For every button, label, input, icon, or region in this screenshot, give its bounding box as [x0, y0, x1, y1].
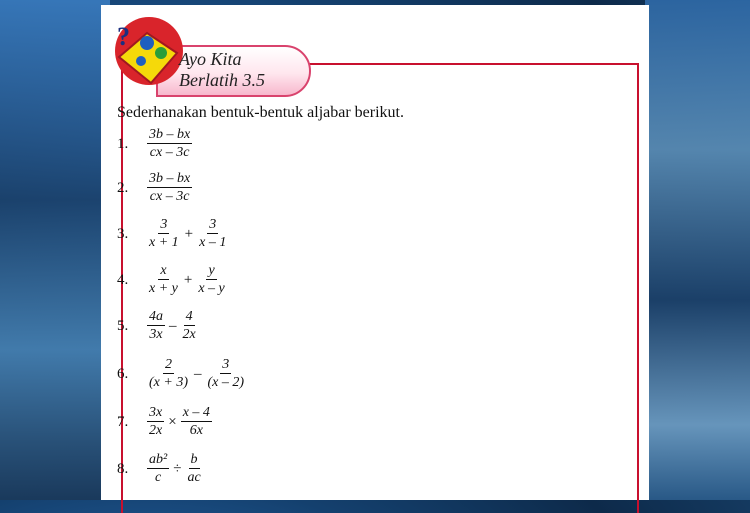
fraction — [147, 451, 169, 487]
fraction — [196, 262, 226, 298]
denominator: c — [154, 470, 162, 485]
numerator: 3 — [209, 217, 217, 232]
exercise-item — [117, 262, 227, 298]
exercise-item — [117, 308, 198, 344]
fraction — [181, 308, 198, 344]
section-title — [179, 49, 265, 91]
fraction — [147, 308, 165, 344]
fraction — [147, 126, 192, 162]
operator: + — [184, 225, 194, 242]
denominator: 2x — [182, 327, 196, 342]
fraction — [206, 356, 247, 392]
numerator: x – 4 — [182, 405, 210, 420]
exercise-item — [117, 451, 203, 487]
background-left — [0, 0, 110, 500]
denominator: (x + 3) — [149, 375, 188, 390]
numerator: 2 — [165, 357, 172, 372]
denominator: (x – 2) — [207, 375, 245, 390]
denominator: 3x — [149, 327, 163, 342]
fraction — [147, 404, 164, 440]
operator: – — [169, 317, 177, 334]
denominator: cx – 3c — [149, 145, 190, 160]
fraction — [197, 216, 228, 252]
fraction — [185, 451, 202, 487]
denominator: x + y — [149, 281, 178, 296]
exercise-item — [117, 216, 228, 252]
fraction — [147, 216, 181, 252]
numerator: 3b – bx — [149, 171, 191, 186]
numerator: 4a — [149, 309, 163, 324]
numerator: 3 — [222, 357, 230, 372]
numerator: ab² — [149, 452, 168, 467]
item-number: 8. — [117, 460, 129, 477]
fraction — [147, 170, 192, 206]
exercise-item — [117, 404, 212, 440]
textbook-page — [101, 5, 649, 500]
instruction-text: Sederhanakan bentuk-bentuk aljabar berikut. — [117, 104, 404, 121]
fraction — [147, 356, 190, 392]
numerator: 3 — [160, 217, 168, 232]
numerator: x — [160, 263, 167, 278]
operator: × — [168, 413, 177, 430]
operator: + — [183, 271, 193, 288]
item-number: 2. — [117, 179, 129, 196]
operator: – — [194, 365, 202, 382]
background-right — [645, 0, 750, 500]
item-number: 4. — [117, 271, 129, 288]
denominator: x – 1 — [199, 235, 227, 250]
exercise-item — [117, 126, 192, 162]
item-number: 3. — [117, 225, 129, 242]
operator: ÷ — [173, 460, 182, 477]
numerator: y — [208, 263, 215, 278]
item-number: 7. — [117, 413, 129, 430]
item-number: 5. — [117, 317, 129, 334]
section-title-line2: Berlatih 3.5 — [179, 70, 265, 90]
exercise-item — [117, 170, 192, 206]
item-number: 6. — [117, 365, 129, 382]
svg-text:?: ? — [117, 22, 130, 51]
denominator: ac — [187, 470, 201, 485]
fraction — [181, 404, 212, 440]
fraction — [147, 262, 180, 298]
denominator: 2x — [149, 423, 163, 438]
exercise-item — [117, 356, 246, 392]
denominator: x – y — [198, 281, 225, 296]
denominator: cx – 3c — [149, 189, 190, 204]
numerator: 3b – bx — [149, 127, 191, 142]
denominator: 6x — [189, 423, 203, 438]
denominator: x + 1 — [149, 235, 179, 250]
section-title-line1: Ayo Kita — [179, 49, 242, 69]
numerator: b — [190, 452, 198, 467]
item-number: 1. — [117, 135, 129, 152]
numerator: 3x — [149, 405, 163, 420]
numerator: 4 — [185, 309, 193, 324]
